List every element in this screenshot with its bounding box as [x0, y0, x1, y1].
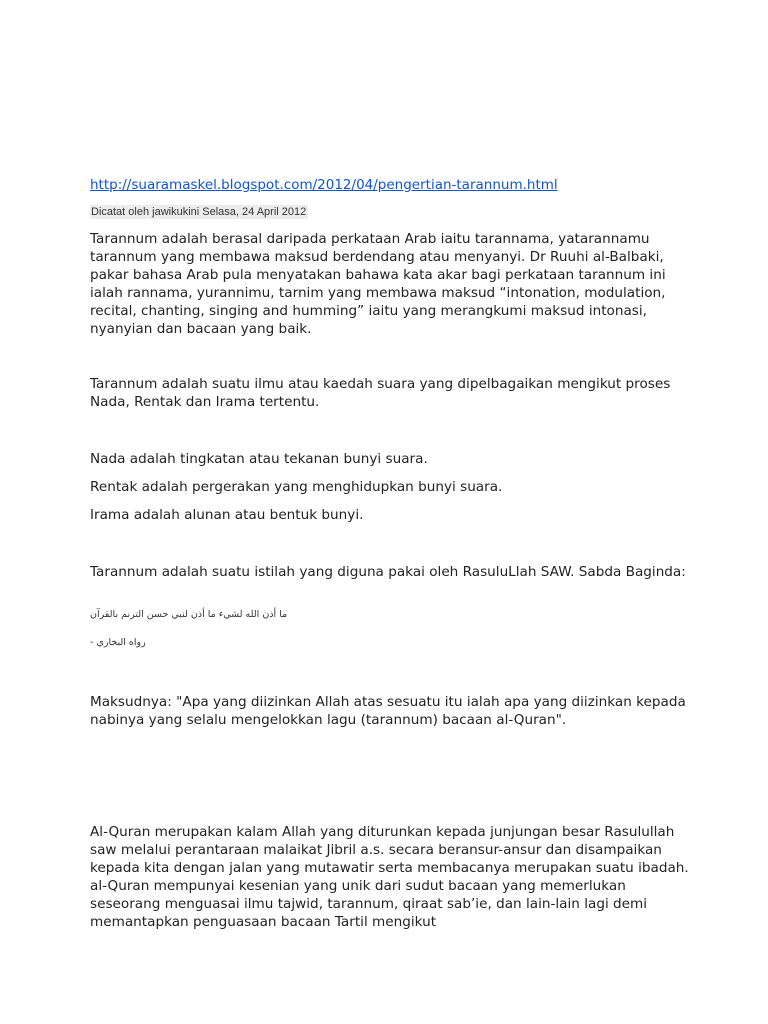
paragraph-irama: Irama adalah alunan atau bentuk bunyi. — [90, 507, 364, 523]
paragraph-etymology: Tarannum adalah berasal daripada perkataan Arab iaitu tarannama, yatarannamu tarannum yang membawa maksud berdendang atau menyanyi. Dr Ruuhi al-Balbaki, pakar bahasa Arab pula menyatakan bahawa kata akar bagi perkataan tarannum ini ialah rannama, yurannimu, tarnim yang membawa maksud “intonation, modulation, recital, chanting, singing and humming” iaitu yang merangkumi maksud intonasi, nyanyian dan bacaan yang baik. — [90, 231, 666, 337]
paragraph-definition: Tarannum adalah suatu ilmu atau kaedah suara yang dipelbagaikan mengikut proses Nada, Rentak dan Irama tertentu. — [90, 376, 671, 410]
hadith-narrator: رواه البخاري - — [90, 637, 146, 648]
post-meta: Dicatat oleh jawikukini Selasa, 24 April 2012 — [91, 206, 307, 218]
paragraph-al-quran: Al-Quran merupakan kalam Allah yang diturunkan kepada junjungan besar Rasulullah saw melalui perantaraan malaikat Jibril a.s. secara beransur-ansur dan disampaikan kepada kita dengan jalan yang mutawatir serta membacanya merupakan suatu ibadah. al-Quran mempunyai kesenian yang unik dari sudut bacaan yang memerlukan seseorang menguasai ilmu tajwid, tarannum, qiraat sab’ie, dan lain-lain lagi demi memantapkan penguasaan bacaan Tartil mengikut — [90, 824, 689, 930]
hadith-arabic-text: ما أذن الله لشيء ما أذن لنبي حسن الترنم بالقرآن — [90, 609, 288, 620]
paragraph-rentak: Rentak adalah pergerakan yang menghidupkan bunyi suara. — [90, 479, 503, 495]
paragraph-nada: Nada adalah tingkatan atau tekanan bunyi suara. — [90, 451, 428, 467]
paragraph-hadith-meaning: Maksudnya: "Apa yang diizinkan Allah atas sesuatu itu ialah apa yang diizinkan kepada nabinya yang selalu mengelokkan lagu (tarannum) bacaan al-Quran". — [90, 694, 686, 728]
paragraph-hadith-intro: Tarannum adalah suatu istilah yang diguna pakai oleh RasuluLlah SAW. Sabda Baginda: — [90, 564, 686, 580]
source-url-link[interactable]: http://suaramaskel.blogspot.com/2012/04/pengertian-tarannum.html — [90, 177, 558, 193]
